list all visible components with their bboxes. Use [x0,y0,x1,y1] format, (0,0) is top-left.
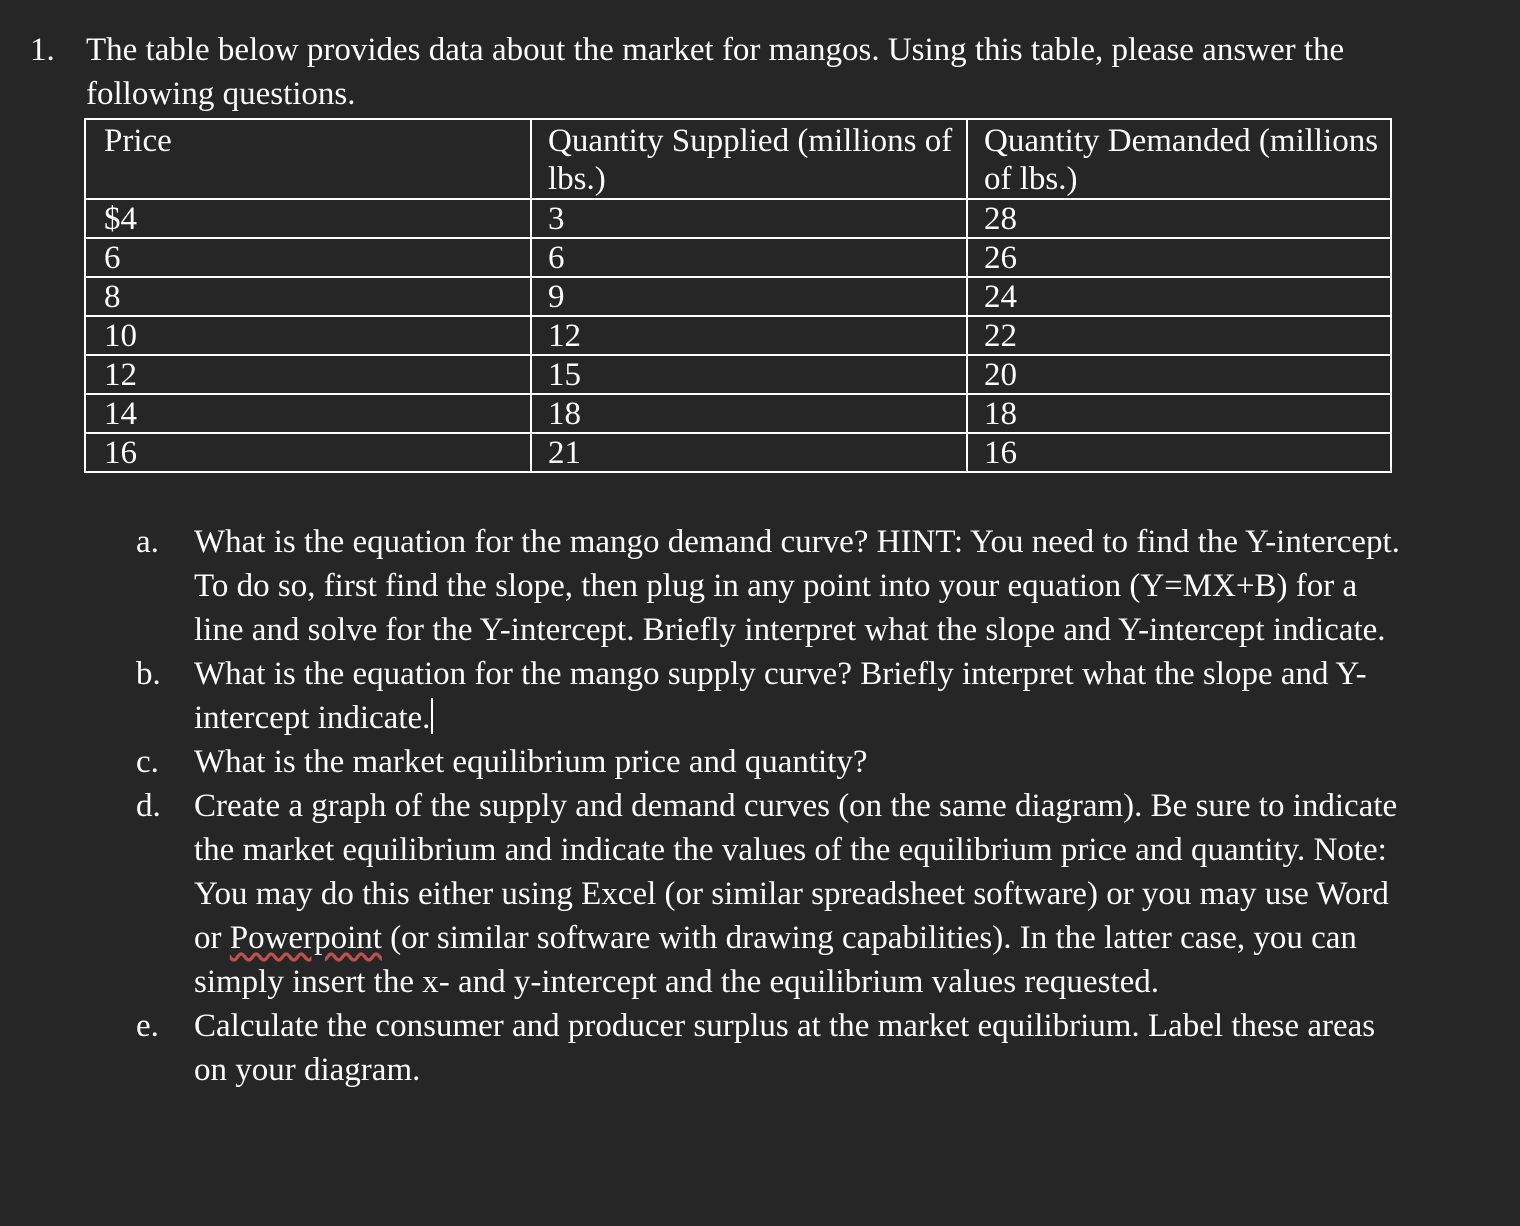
subquestion-text-container [194,784,1404,1004]
subquestion-b [0,652,1520,740]
cell-quantity-demanded: 16 [967,433,1391,472]
cell-price: 16 [85,433,531,472]
cell-quantity-supplied: 12 [531,316,967,355]
cell-quantity-supplied: 3 [531,199,967,238]
subquestion-letter: a. [136,524,159,560]
table-row [85,433,1391,472]
subquestion-e [0,1004,1520,1092]
table-header-row [85,119,1391,199]
subquestion-c [0,740,1520,784]
cell-price: 8 [85,277,531,316]
cell-price: 14 [85,394,531,433]
cell-quantity-demanded: 26 [967,238,1391,277]
cell-quantity-supplied: 9 [531,277,967,316]
table-row [85,316,1391,355]
spellcheck-word[interactable]: Powerpoint [229,920,382,956]
header-price: Price [85,119,531,199]
subquestion-text: What is the market equilibrium price and quantity? [194,744,868,780]
cell-quantity-supplied: 18 [531,394,967,433]
subquestion-text-part: (or similar software with drawing capabilities). In the latter case, you can simply insert the x- and y-intercept and the equilibrium values requested. [194,920,1357,1000]
subquestion-letter: d. [136,788,161,824]
subquestion-text: Calculate the consumer and producer surplus at the market equilibrium. Label these areas on your diagram. [194,1008,1376,1088]
cell-quantity-demanded: 24 [967,277,1391,316]
subquestion-list [0,520,1520,1092]
cell-quantity-demanded: 22 [967,316,1391,355]
table-row [85,238,1391,277]
cell-price: 12 [85,355,531,394]
question-stem: The table below provides data about the market for mangos. Using this table, please answer the following questions. [86,32,1345,112]
cell-price: $4 [85,199,531,238]
subquestion-text-part: Create a graph of the supply and demand curves (on the same diagram). Be sure to indicate the market equilibrium and indicate the values of the equilibrium price and quantity. Note: You may do this either using Excel (or similar spreadsheet software) or you may use Word or [194,788,1398,956]
subquestion-text: What is the equation for the mango supply curve? Briefly interpret what the slope and Y-intercept indicate. [194,656,1367,736]
table-row [85,355,1391,394]
cell-price: 6 [85,238,531,277]
cell-quantity-demanded: 18 [967,394,1391,433]
subquestion-text-container[interactable] [194,652,1404,740]
table-row [85,277,1391,316]
cell-quantity-supplied: 15 [531,355,967,394]
subquestion-text: What is the equation for the mango demand curve? HINT: You need to find the Y-intercept. To do so, first find the slope, then plug in any point into your equation (Y=MX+B) for a line and solve for the Y-intercept. Briefly interpret what the slope and Y-intercept indicate. [194,524,1400,648]
question-number: 1. [30,32,55,68]
text-cursor [431,698,433,734]
subquestion-letter: c. [136,744,159,780]
subquestion-a [0,520,1520,652]
subquestion-letter: e. [136,1008,159,1044]
table-row [85,199,1391,238]
cell-quantity-supplied: 6 [531,238,967,277]
cell-price: 10 [85,316,531,355]
mango-market-table [84,118,1392,473]
subquestion-letter: b. [136,656,161,692]
table-row [85,394,1391,433]
subquestion-d [0,784,1520,1004]
cell-quantity-demanded: 20 [967,355,1391,394]
header-quantity-supplied: Quantity Supplied (millions of lbs.) [531,119,967,199]
cell-quantity-supplied: 21 [531,433,967,472]
header-quantity-demanded: Quantity Demanded (millions of lbs.) [967,119,1391,199]
cell-quantity-demanded: 28 [967,199,1391,238]
